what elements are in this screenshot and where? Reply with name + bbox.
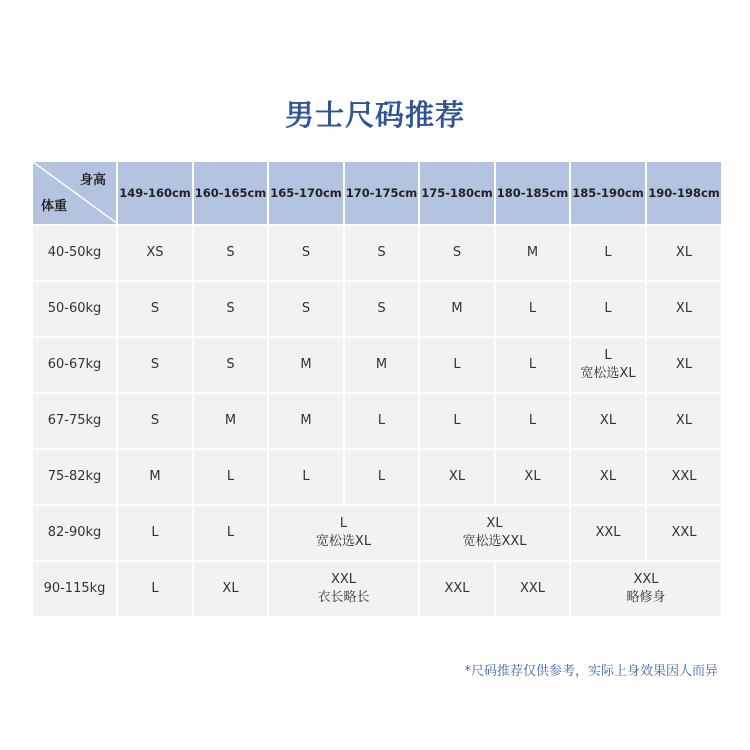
size-value: XXL [330, 572, 357, 587]
size-cell: M [495, 225, 570, 281]
height-header: 160-165cm [193, 161, 268, 225]
height-header: 180-185cm [495, 161, 570, 225]
size-cell: L [495, 393, 570, 449]
size-cell: XL [646, 337, 722, 393]
size-cell: XXL [646, 449, 722, 505]
size-cell: S [117, 281, 193, 337]
size-cell: XXL [419, 561, 495, 617]
table-row [32, 393, 722, 449]
size-cell: L [495, 281, 570, 337]
size-note: 宽松选XL [315, 534, 372, 549]
size-cell: S [268, 225, 344, 281]
size-cell-merged [268, 505, 419, 561]
size-cell-merged [419, 505, 570, 561]
height-header: 170-175cm [344, 161, 419, 225]
table-row [32, 505, 722, 561]
size-cell-merged [268, 561, 419, 617]
size-cell: XL [646, 225, 722, 281]
size-cell: XXL [646, 505, 722, 561]
size-cell: S [419, 225, 495, 281]
size-cell: L [344, 393, 419, 449]
table-row [32, 281, 722, 337]
height-label: 身高 [79, 173, 106, 188]
size-cell: M [268, 393, 344, 449]
size-cell: L [193, 505, 268, 561]
size-cell: XS [117, 225, 193, 281]
size-cell: M [268, 337, 344, 393]
table-row [32, 449, 722, 505]
table-row [32, 561, 722, 617]
size-value: XXL [633, 572, 659, 587]
size-cell: L [193, 449, 268, 505]
size-cell: XL [570, 449, 646, 505]
size-cell: XXL [495, 561, 570, 617]
weight-cell: 90-115kg [32, 561, 117, 617]
size-value: L [339, 516, 348, 531]
height-header: 149-160cm [117, 161, 193, 225]
size-cell: S [344, 281, 419, 337]
weight-cell: 60-67kg [32, 337, 117, 393]
size-value: L [604, 348, 612, 363]
size-cell: S [193, 337, 268, 393]
height-header: 165-170cm [268, 161, 344, 225]
weight-cell: 67-75kg [32, 393, 117, 449]
size-cell: L [419, 393, 495, 449]
size-cell: S [117, 393, 193, 449]
size-cell: XL [495, 449, 570, 505]
header-row [32, 161, 722, 225]
corner-header-cell [32, 161, 117, 225]
size-note: 衣长略长 [317, 590, 370, 605]
size-cell: S [268, 281, 344, 337]
size-cell: S [193, 281, 268, 337]
height-header: 175-180cm [419, 161, 495, 225]
size-cell: XL [646, 281, 722, 337]
size-cell: XL [419, 449, 495, 505]
table-row [32, 225, 722, 281]
size-cell: XL [570, 393, 646, 449]
size-cell: XXL [570, 505, 646, 561]
size-value: XL [486, 516, 503, 531]
size-cell: L [570, 225, 646, 281]
size-note: 宽松选XXL [462, 534, 527, 549]
size-cell: M [117, 449, 193, 505]
size-cell: L [117, 505, 193, 561]
weight-cell: 50-60kg [32, 281, 117, 337]
size-note: 略修身 [626, 590, 666, 605]
size-cell: M [344, 337, 419, 393]
height-header: 185-190cm [570, 161, 646, 225]
weight-label: 体重 [41, 199, 68, 214]
size-cell: S [193, 225, 268, 281]
size-cell: S [344, 225, 419, 281]
size-cell: XL [646, 393, 722, 449]
size-note: 宽松选XL [580, 366, 636, 381]
page-title: 男士尺码推荐 [284, 98, 465, 132]
size-cell: XL [193, 561, 268, 617]
weight-cell: 75-82kg [32, 449, 117, 505]
disclaimer-note: *尺码推荐仅供参考，实际上身效果因人而异 [464, 664, 718, 679]
size-chart-table [31, 160, 723, 618]
size-cell [570, 337, 646, 393]
table-row [32, 337, 722, 393]
size-cell: L [344, 449, 419, 505]
size-cell: S [117, 337, 193, 393]
size-cell: L [268, 449, 344, 505]
size-cell: L [495, 337, 570, 393]
size-cell: L [570, 281, 646, 337]
size-cell: M [419, 281, 495, 337]
weight-cell: 40-50kg [32, 225, 117, 281]
size-cell: L [419, 337, 495, 393]
size-cell: L [117, 561, 193, 617]
weight-cell: 82-90kg [32, 505, 117, 561]
height-header: 190-198cm [646, 161, 722, 225]
size-cell-merged [570, 561, 722, 617]
size-cell: M [193, 393, 268, 449]
